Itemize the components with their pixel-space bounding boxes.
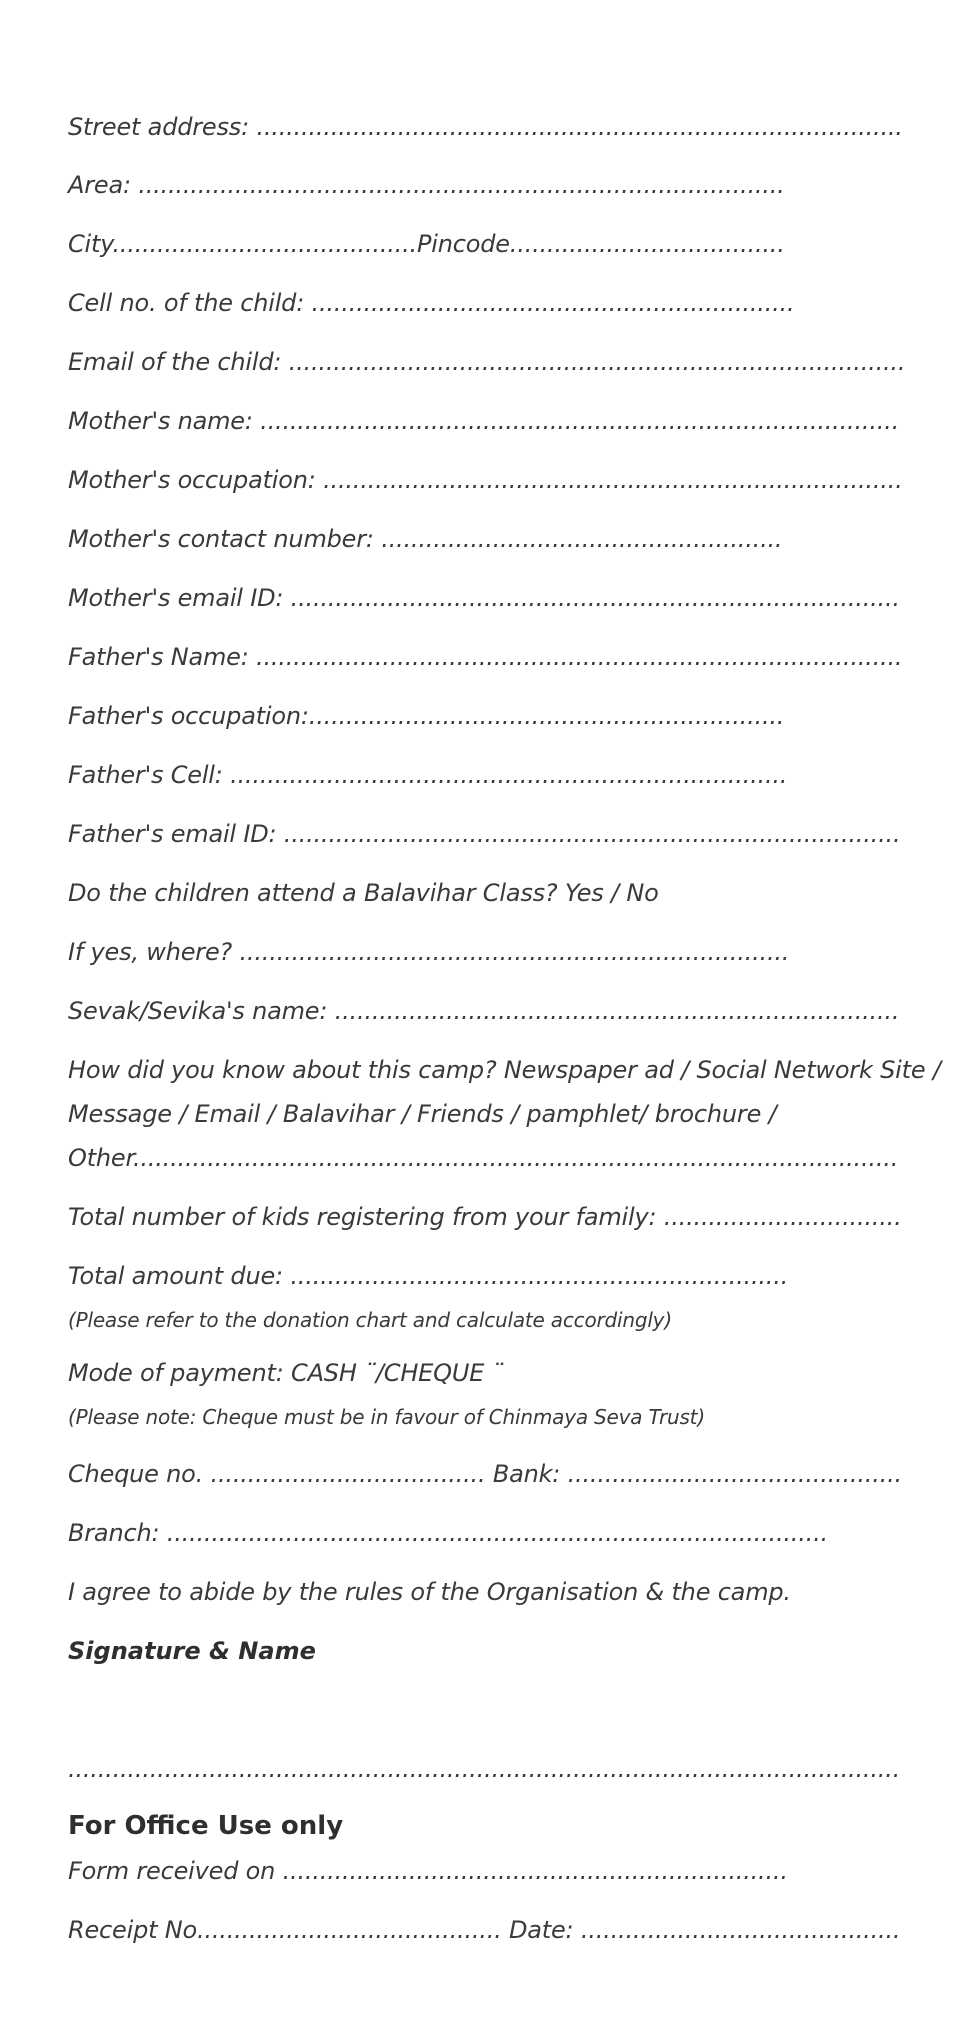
mother-email-field: Mother's email ID: ..................................................................................: [68, 584, 900, 612]
donation-note: (Please refer to the donation chart and calculate accordingly): [68, 1308, 672, 1332]
father-cell-field: Father's Cell: ...........................................................................: [68, 761, 788, 789]
how-know-line-2: Message / Email / Balavihar / Friends / pamphlet/ brochure /: [68, 1100, 777, 1128]
how-know-line-3: Other.......................................................................................................: [68, 1144, 899, 1172]
child-cell-field: Cell no. of the child: .................................................................: [68, 289, 795, 317]
receipt-date-field: Receipt No......................................... Date: ...........................................: [68, 1916, 901, 1944]
if-yes-where-field: If yes, where? ..........................................................................: [68, 938, 790, 966]
father-name-field: Father's Name: .......................................................................................: [68, 643, 903, 671]
child-email-field: Email of the child: ...................................................................................: [68, 348, 906, 376]
agreement-statement: I agree to abide by the rules of the Organisation & the camp.: [68, 1578, 791, 1606]
balavihar-question: Do the children attend a Balavihar Class? Yes / No: [68, 879, 659, 907]
father-occupation-field: Father's occupation:................................................................: [68, 702, 785, 730]
form-received-field: Form received on ....................................................................: [68, 1857, 788, 1885]
father-email-field: Father's email ID: ...................................................................................: [68, 820, 901, 848]
mother-contact-field: Mother's contact number: ......................................................: [68, 525, 783, 553]
cheque-note: (Please note: Cheque must be in favour of Chinmaya Seva Trust): [68, 1405, 705, 1429]
signature-label: Signature & Name: [68, 1637, 316, 1665]
area-field: Area: .......................................................................................: [68, 171, 785, 199]
how-know-line-1: How did you know about this camp? Newspaper ad / Social Network Site /: [68, 1056, 941, 1084]
mode-of-payment-field: Mode of payment: CASH ¨/CHEQUE ¨: [68, 1359, 504, 1387]
total-kids-field: Total number of kids registering from your family: ................................: [68, 1203, 902, 1231]
office-use-heading: For Office Use only: [68, 1811, 344, 1841]
cheque-bank-field: Cheque no. ..................................... Bank: .............................................: [68, 1460, 902, 1488]
city-pincode-field: City.........................................Pincode.....................................: [68, 230, 785, 258]
total-amount-field: Total amount due: ...................................................................: [68, 1262, 789, 1290]
branch-field: Branch: .........................................................................................: [68, 1519, 828, 1547]
street-address-field: Street address: .......................................................................................: [68, 113, 903, 141]
sevak-name-field: Sevak/Sevika's name: ............................................................................: [68, 997, 900, 1025]
mother-name-field: Mother's name: ......................................................................................: [68, 407, 900, 435]
signature-line: ................................................................................................................: [68, 1755, 901, 1783]
mother-occupation-field: Mother's occupation: ..............................................................................: [68, 466, 903, 494]
